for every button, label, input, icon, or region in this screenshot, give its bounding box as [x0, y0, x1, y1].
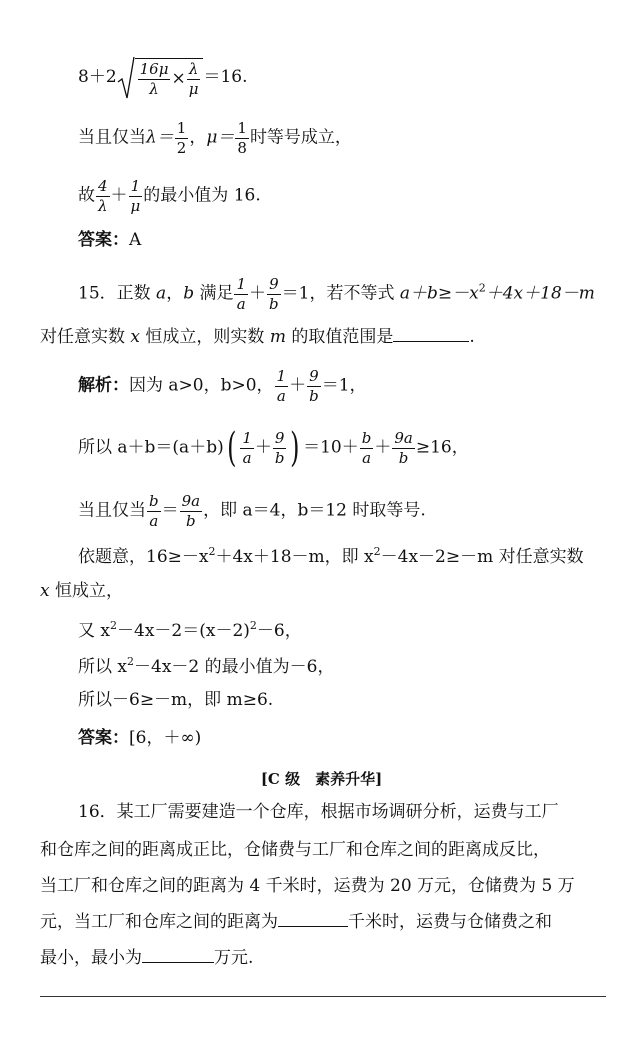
text: 8＋2 [78, 67, 117, 87]
fraction: $\frac{9a}{b}$ [394, 429, 413, 467]
minimum-value-line: 故 $\frac{4}{\lambda}$ ＋ $\frac{1}{\mu}$ 的最小值为 16. [78, 177, 261, 215]
answer-line: 答案：A [78, 230, 142, 250]
answer-blank [278, 926, 348, 927]
question-16-line-2: 和仓库之间的距离成正比，仓储费与工厂和仓库之间的距离成反比， [40, 840, 550, 860]
solution-line-5: x 恒成立， [40, 581, 123, 601]
fraction: $\frac{1}{a}$ [276, 367, 287, 405]
fraction: $\frac{16\mu}{\lambda}$ [139, 60, 169, 98]
fraction: $\frac{1}{2}$ [176, 119, 187, 157]
formula-line-sqrt [78, 58, 248, 97]
fraction: $\frac{1}{\mu}$ [130, 177, 141, 215]
question-15-line: 15．正数 a，b 满足 $\frac{1}{a}$ ＋ $\frac{9}{b}$ ＝1，若不等式 $a+b\ge-x^2+4x+18-m$ [78, 275, 595, 313]
question-16-line-1: 16．某工厂需要建造一个仓库，根据市场调研分析，运费与工厂 [78, 802, 559, 822]
fraction: $\frac{b}{a}$ [149, 492, 159, 530]
fraction: $\frac{1}{8}$ [237, 119, 247, 157]
section-heading: [C 级 素养升华] [260, 770, 383, 788]
fraction: $\frac{\lambda}{\mu}$ [188, 60, 199, 98]
solution-line-6: 又 $x^2-4x-2=(x-2)^2-6$， [78, 619, 302, 641]
solution-line-4: 依题意，$16\ge-x^2+4x+18-m$，即 $x^2-4x-2\ge-m$ 对任意实数 [78, 545, 584, 567]
answer-blank [393, 341, 469, 342]
fraction: $\frac{1}{a}$ [236, 275, 247, 313]
fraction: $\frac{9}{b}$ [309, 367, 319, 405]
equality-condition-line: 当且仅当λ＝ $\frac{1}{2}$ ，μ＝ $\frac{1}{8}$ 时等号成立， [78, 119, 352, 157]
question-16-line-4: 元，当工厂和仓库之间的距离为 千米时，运费与仓储费之和 [40, 912, 552, 932]
solution-line-1: 解析：因为 a>0，b>0， $\frac{1}{a}$ ＋ $\frac{9}{b}$ ＝1， [78, 367, 367, 405]
solution-line-7: 所以 $x^2-4x-2$ 的最小值为－6， [78, 655, 335, 677]
solution-line-3: 当且仅当 $\frac{b}{a}$ ＝ $\frac{9a}{b}$ ，即 a＝4，b＝12 时取等号. [78, 492, 426, 530]
solution-line-8: 所以－6≥－m，即 m≥6. [78, 690, 274, 710]
fraction: $\frac{b}{a}$ [361, 429, 372, 467]
bottom-rule [40, 996, 606, 997]
question-15-line-2: 对任意实数 x 恒成立，则实数 m 的取值范围是 . [40, 327, 475, 347]
fraction: $\frac{9}{b}$ [269, 275, 279, 313]
solution-line-2: 所以 a＋b＝(a＋b)( $\frac{1}{a}$ ＋ $\frac{9}{b}$ ) ＝10＋ $\frac{b}{a}$ ＋ $\frac{9a}{b}$ ≥16， [78, 425, 469, 471]
fraction: $\frac{4}{\lambda}$ [98, 177, 108, 215]
text: ＝16. [203, 67, 248, 87]
radical-sign [117, 56, 135, 100]
question-16-line-5: 最小，最小为 万元. [40, 948, 254, 968]
fraction: $\frac{9}{b}$ [274, 429, 285, 467]
question-16-line-3: 当工厂和仓库之间的距离为 4 千米时，运费为 20 万元，仓储费为 5 万 [40, 876, 575, 896]
fraction: $\frac{9a}{b}$ [181, 492, 201, 530]
answer-line-15: 答案：[6，＋∞) [78, 728, 202, 748]
answer-blank [142, 962, 214, 963]
sqrt-expression: $\frac{16\mu}{\lambda}$ × $\frac{\lambda}{\mu}$ [117, 58, 204, 97]
fraction: $\frac{1}{a}$ [242, 429, 252, 467]
